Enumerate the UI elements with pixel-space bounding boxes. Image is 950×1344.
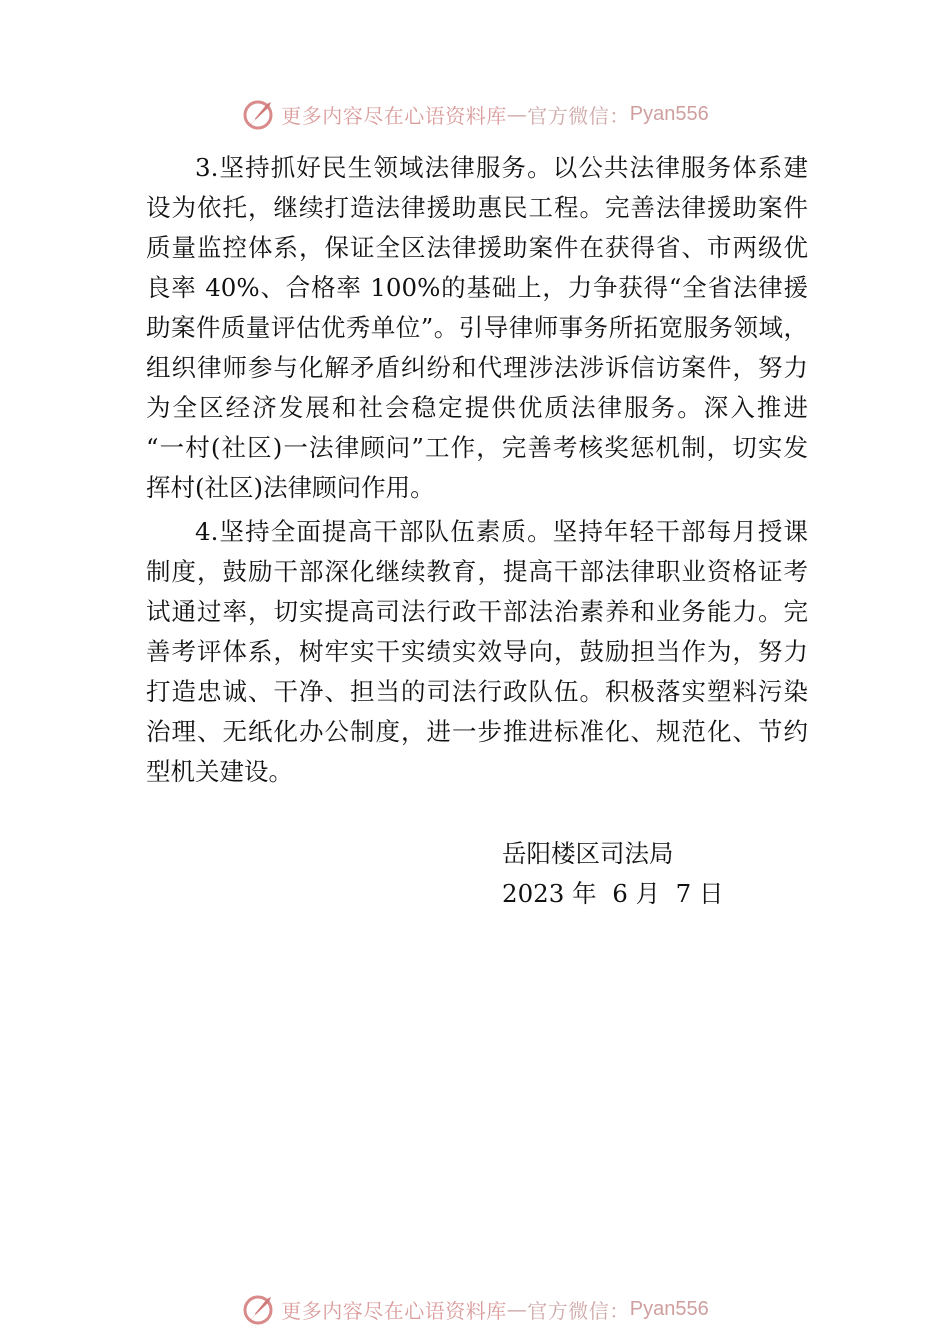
watermark-wechat-id: Pyan556 <box>629 1297 709 1320</box>
watermark-wechat-label: 官方微信： <box>527 103 630 128</box>
watermark-separator: — <box>506 1297 528 1321</box>
text-line: 制度，鼓励干部深化继续教育，提高干部法律职业资格证考 <box>146 557 808 586</box>
text-line: 设为依托，继续打造法律援助惠民工程。完善法律援助案件 <box>146 193 808 222</box>
signature-org: 岳阳楼区司法局 <box>502 839 674 868</box>
watermark-text: 更多内容尽在心语资料库 <box>281 103 507 128</box>
paragraph-3 <box>146 148 808 508</box>
text-line: 组织律师参与化解矛盾纠纷和代理涉法涉诉信访案件，努力 <box>146 353 808 382</box>
watermark-wechat-label: 官方微信： <box>527 1298 630 1323</box>
quill-logo-icon <box>241 96 277 132</box>
quill-logo-icon <box>241 1291 277 1327</box>
paragraph-4 <box>146 512 808 792</box>
text-line: 善考评体系，树牢实干实绩实效导向，鼓励担当作为，努力 <box>146 637 808 666</box>
text-line: 良率 40%、合格率 100%的基础上，力争获得“全省法律援 <box>146 273 808 302</box>
text-line: 治理、无纸化办公制度，进一步推进标准化、规范化、节约 <box>146 717 808 746</box>
text-line: 助案件质量评估优秀单位”。引导律师事务所拓宽服务领域， <box>146 313 808 342</box>
document-body <box>146 148 808 796</box>
text-line: 4.坚持全面提高干部队伍素质。坚持年轻干部每月授课 <box>195 517 808 546</box>
text-line: 为全区经济发展和社会稳定提供优质法律服务。深入推进 <box>146 393 808 422</box>
header-watermark <box>0 94 950 134</box>
text-line: 型机关建设。 <box>146 757 293 786</box>
text-line: 挥村(社区)法律顾问作用。 <box>146 473 435 502</box>
text-line: 试通过率，切实提高司法行政干部法治素养和业务能力。完 <box>146 597 808 626</box>
text-line: 质量监控体系，保证全区法律援助案件在获得省、市两级优 <box>146 233 808 262</box>
text-line: 3.坚持抓好民生领域法律服务。以公共法律服务体系建 <box>195 153 808 182</box>
footer-watermark <box>0 1289 950 1329</box>
text-line: 打造忠诚、干净、担当的司法行政队伍。积极落实塑料污染 <box>146 677 808 706</box>
signature-date: 2023 年 6 月 7 日 <box>502 879 724 908</box>
watermark-separator: — <box>506 102 528 126</box>
watermark-text: 更多内容尽在心语资料库 <box>281 1298 507 1323</box>
text-line: “一村(社区)一法律顾问”工作，完善考核奖惩机制，切实发 <box>146 433 808 462</box>
watermark-wechat-id: Pyan556 <box>629 102 709 125</box>
